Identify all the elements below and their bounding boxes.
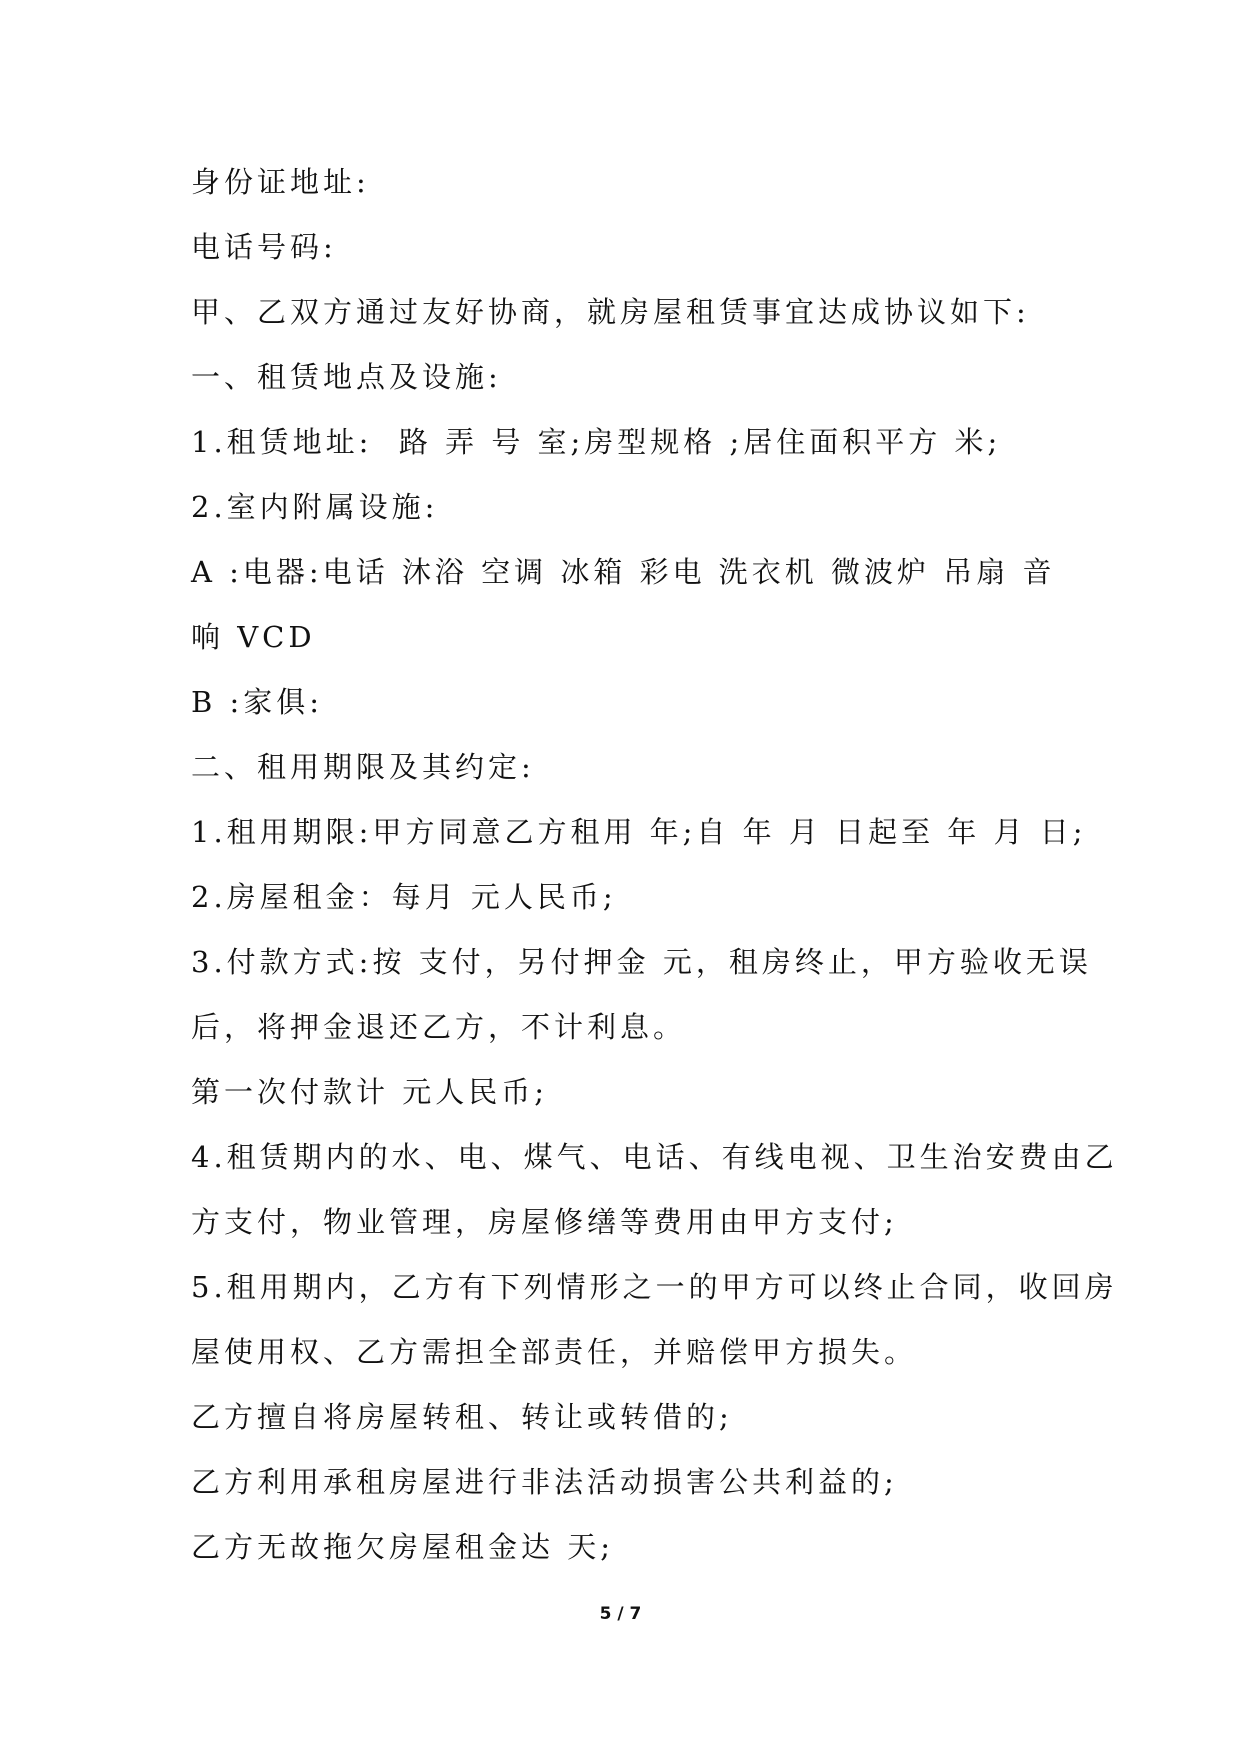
- contract-body: [191, 150, 1118, 1580]
- text-line: 响 VCD: [191, 620, 316, 654]
- text-line: 5.租用期内，乙方有下列情形之一的甲方可以终止合同，收回房: [191, 1270, 1118, 1304]
- text-line: A :电器:电话 沐浴 空调 冰箱 彩电 洗衣机 微波炉 吊扇 音: [191, 555, 1056, 589]
- page-number: 5 / 7: [599, 1604, 642, 1624]
- text-line: 身份证地址:: [191, 165, 370, 199]
- text-line: 3.付款方式:按 支付，另付押金 元，租房终止，甲方验收无误: [191, 945, 1092, 979]
- text-line: 甲、乙双方通过友好协商，就房屋租赁事宜达成协议如下:: [191, 295, 1030, 329]
- section-heading: 一、租赁地点及设施:: [191, 360, 502, 394]
- text-line: 2.房屋租金：每月 元人民币;: [191, 880, 617, 914]
- text-line: 乙方利用承租房屋进行非法活动损害公共利益的;: [191, 1465, 898, 1499]
- text-line: 4.租赁期内的水、电、煤气、电话、有线电视、卫生治安费由乙: [191, 1140, 1118, 1174]
- text-line: 1.租用期限:甲方同意乙方租用 年;自 年 月 日起至 年 月 日;: [191, 815, 1087, 849]
- text-line: 电话号码:: [191, 230, 337, 264]
- section-heading: 二、租用期限及其约定:: [191, 750, 535, 784]
- text-line: 1.租赁地址: 路 弄 号 室;房型规格 ;居住面积平方 米;: [191, 425, 1002, 459]
- text-line: 第一次付款计 元人民币;: [191, 1075, 548, 1109]
- text-line: 屋使用权、乙方需担全部责任，并赔偿甲方损失。: [191, 1335, 918, 1369]
- text-line: B :家俱:: [191, 685, 324, 719]
- text-line: 2.室内附属设施:: [191, 490, 439, 524]
- text-line: 乙方擅自将房屋转租、转让或转借的;: [191, 1400, 733, 1434]
- text-line: 乙方无故拖欠房屋租金达 天;: [191, 1530, 614, 1564]
- text-line: 后，将押金退还乙方，不计利息。: [191, 1010, 687, 1044]
- text-line: 方支付，物业管理，房屋修缮等费用由甲方支付;: [191, 1205, 898, 1239]
